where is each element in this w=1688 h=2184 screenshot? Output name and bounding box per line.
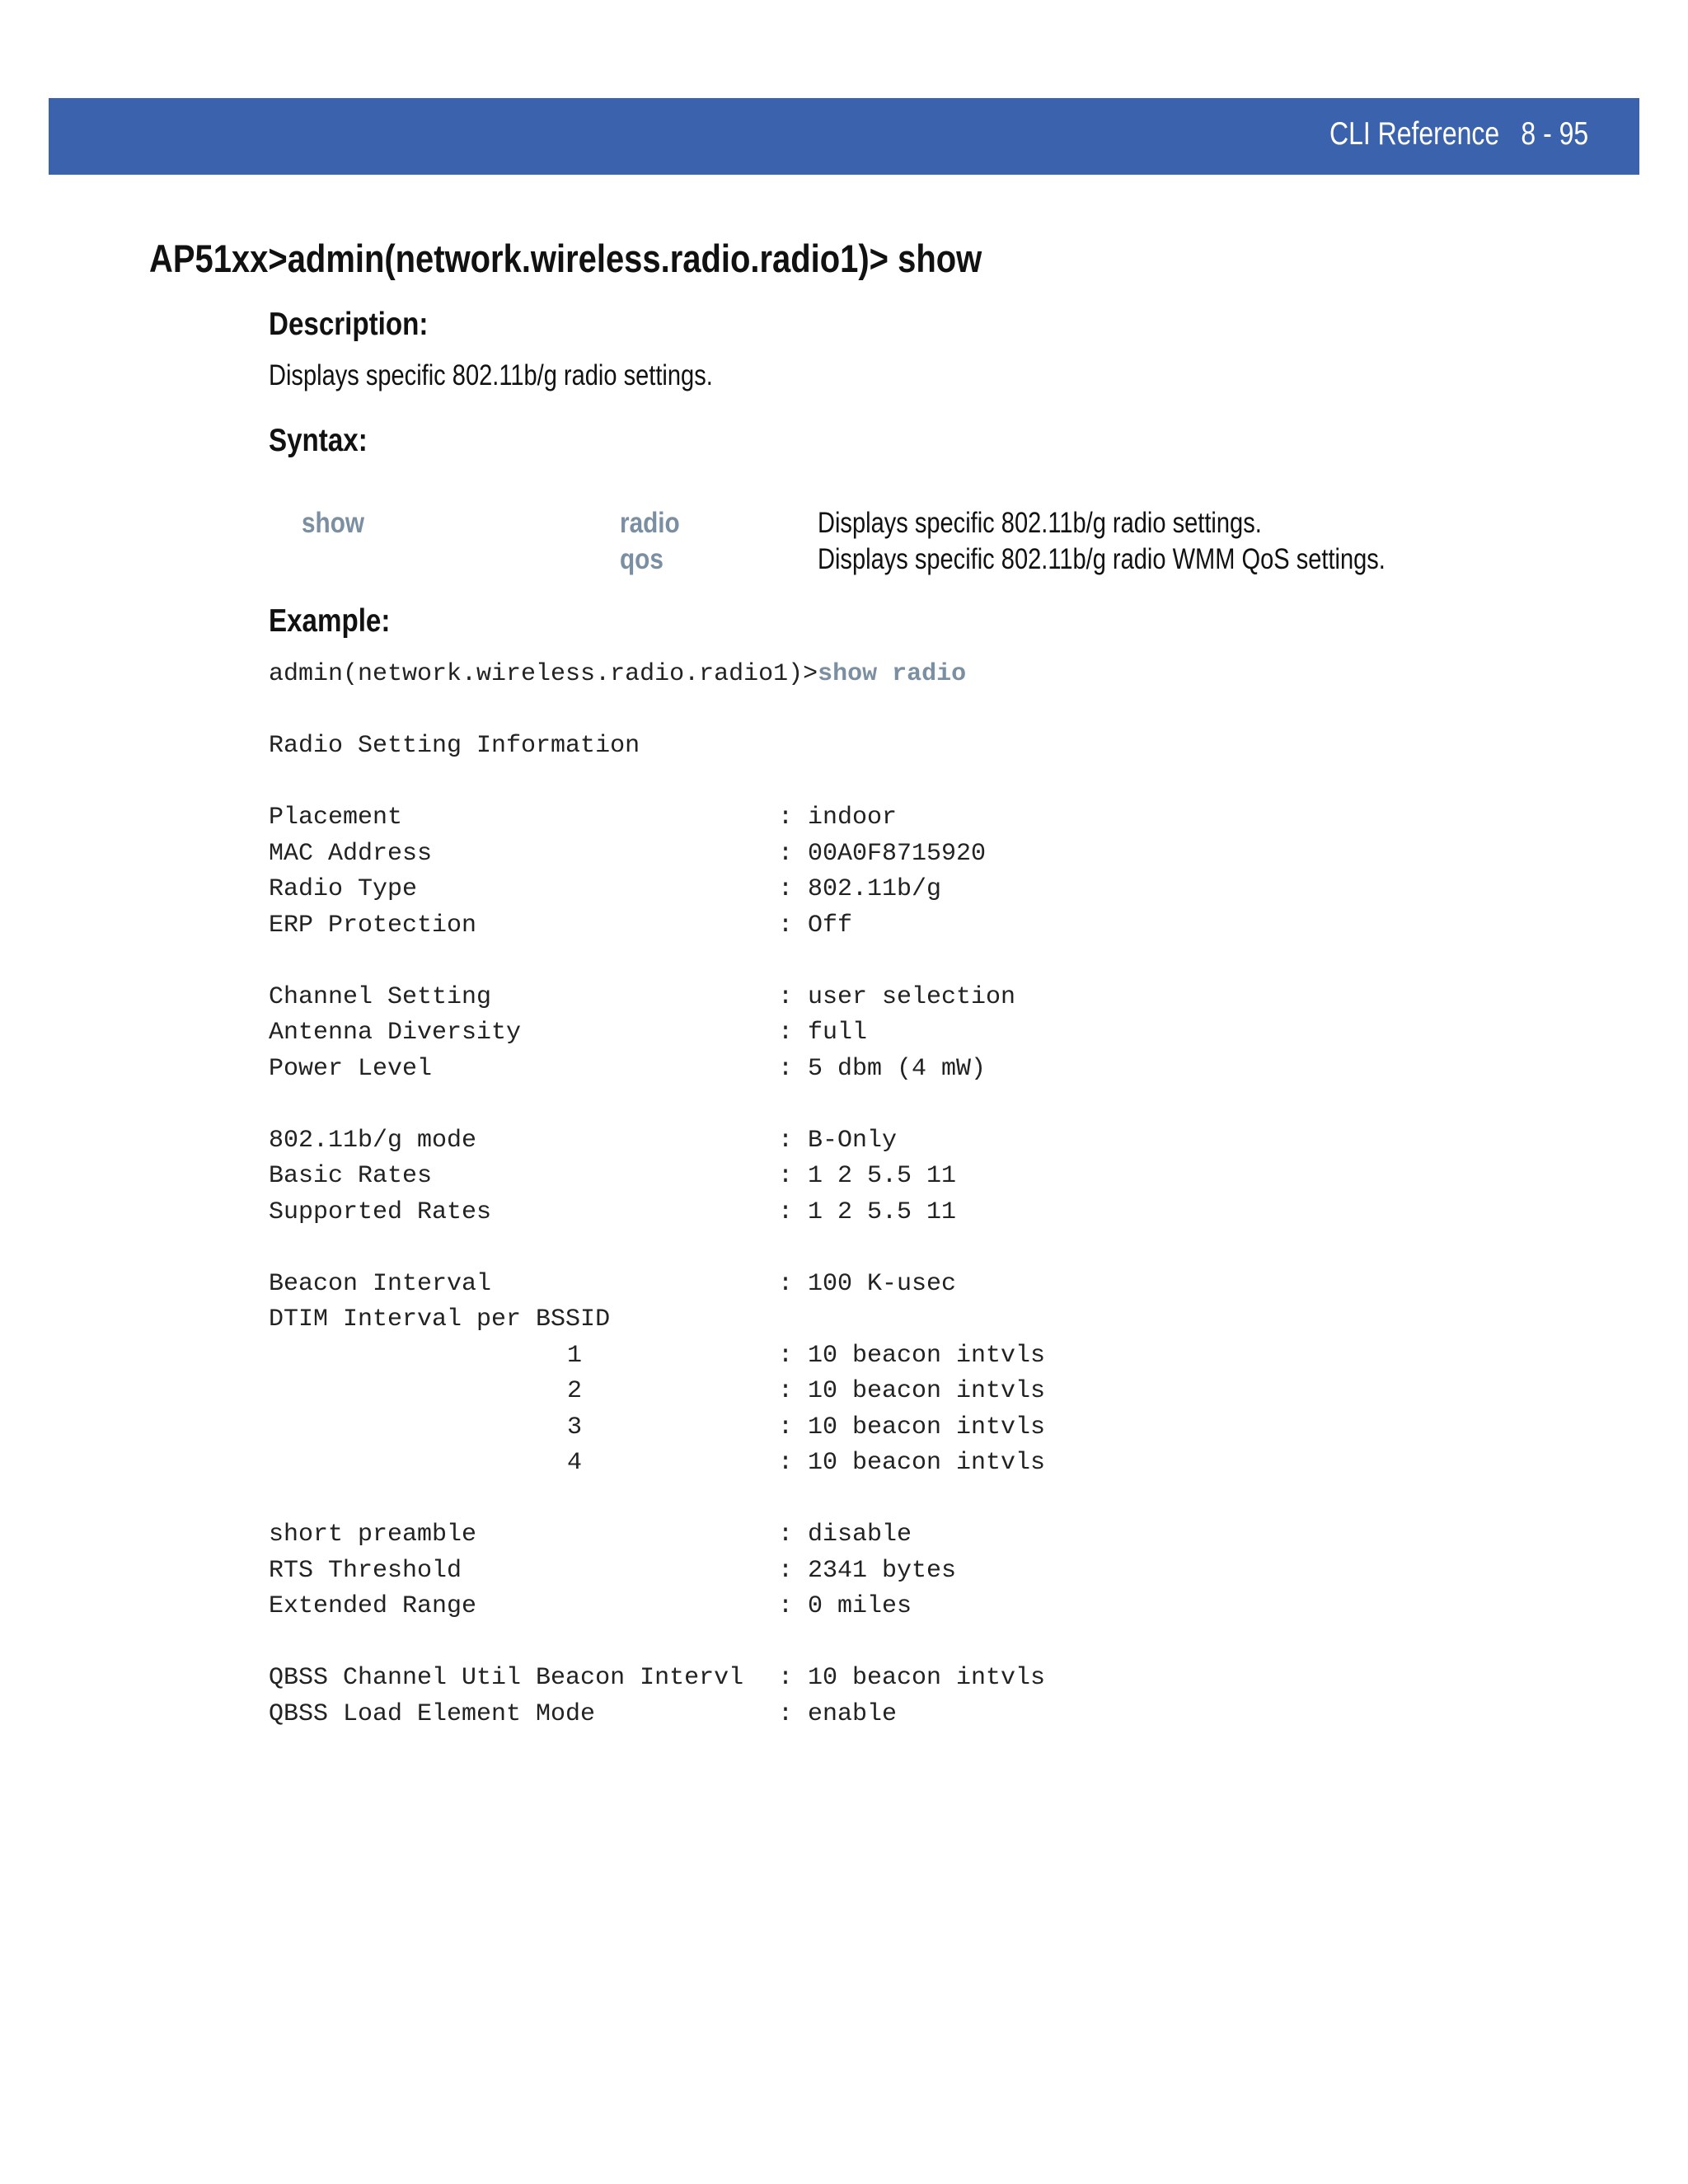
example-command: show radio xyxy=(818,660,967,688)
output-row: 3 : 10 beacon intvls xyxy=(567,1413,1046,1441)
description-text: Displays specific 802.11b/g radio settings. xyxy=(269,359,713,391)
output-row: 1 : 10 beacon intvls xyxy=(567,1341,1046,1370)
output-row: Basic Rates : 1 2 5.5 11 xyxy=(269,1162,957,1190)
example-heading: Example: xyxy=(269,603,391,639)
syntax-param-radio: radio xyxy=(620,507,680,539)
output-row: 4 : 10 beacon intvls xyxy=(567,1449,1046,1477)
syntax-param-qos: qos xyxy=(620,543,663,575)
example-command-line xyxy=(269,657,1045,693)
header-text xyxy=(1329,116,1588,152)
output-row: MAC Address : 00A0F8715920 xyxy=(269,839,987,868)
output-row: RTS Threshold : 2341 bytes xyxy=(269,1556,957,1585)
output-row: Placement : indoor xyxy=(269,804,898,832)
example-output-title: Radio Setting Information xyxy=(269,732,640,760)
output-row: DTIM Interval per BSSID xyxy=(269,1305,611,1333)
output-row: QBSS Load Element Mode : enable xyxy=(269,1699,898,1728)
output-row: ERP Protection : Off xyxy=(269,911,853,940)
output-row: Beacon Interval : 100 K-usec xyxy=(269,1269,957,1298)
syntax-desc-qos: Displays specific 802.11b/g radio WMM QoS settings. xyxy=(818,543,1386,575)
header-section: CLI Reference xyxy=(1329,116,1499,152)
output-row: 802.11b/g mode : B-Only xyxy=(269,1126,898,1155)
output-row: Extended Range : 0 miles xyxy=(269,1592,912,1620)
output-row: short preamble : disable xyxy=(269,1521,912,1549)
output-row: Channel Setting : user selection xyxy=(269,982,1016,1011)
output-row: Supported Rates : 1 2 5.5 11 xyxy=(269,1197,957,1226)
header-page-number: 8 - 95 xyxy=(1521,116,1588,152)
output-row: Power Level : 5 dbm (4 mW) xyxy=(269,1054,987,1083)
output-row: 2 : 10 beacon intvls xyxy=(567,1377,1046,1405)
output-row: Antenna Diversity : full xyxy=(269,1019,868,1047)
syntax-heading: Syntax: xyxy=(269,423,368,458)
page-header-band xyxy=(49,98,1639,175)
description-heading: Description: xyxy=(269,307,429,342)
syntax-command: show xyxy=(302,507,365,539)
example-output xyxy=(269,657,1045,1732)
example-prompt: admin(network.wireless.radio.radio1)> xyxy=(269,660,818,688)
output-row: QBSS Channel Util Beacon Intervl : 10 beacon intvls xyxy=(269,1664,1046,1692)
syntax-desc-radio: Displays specific 802.11b/g radio settings. xyxy=(818,507,1262,539)
output-row: Radio Type : 802.11b/g xyxy=(269,875,942,903)
command-title: AP51xx>admin(network.wireless.radio.radio1)> show xyxy=(149,237,982,280)
